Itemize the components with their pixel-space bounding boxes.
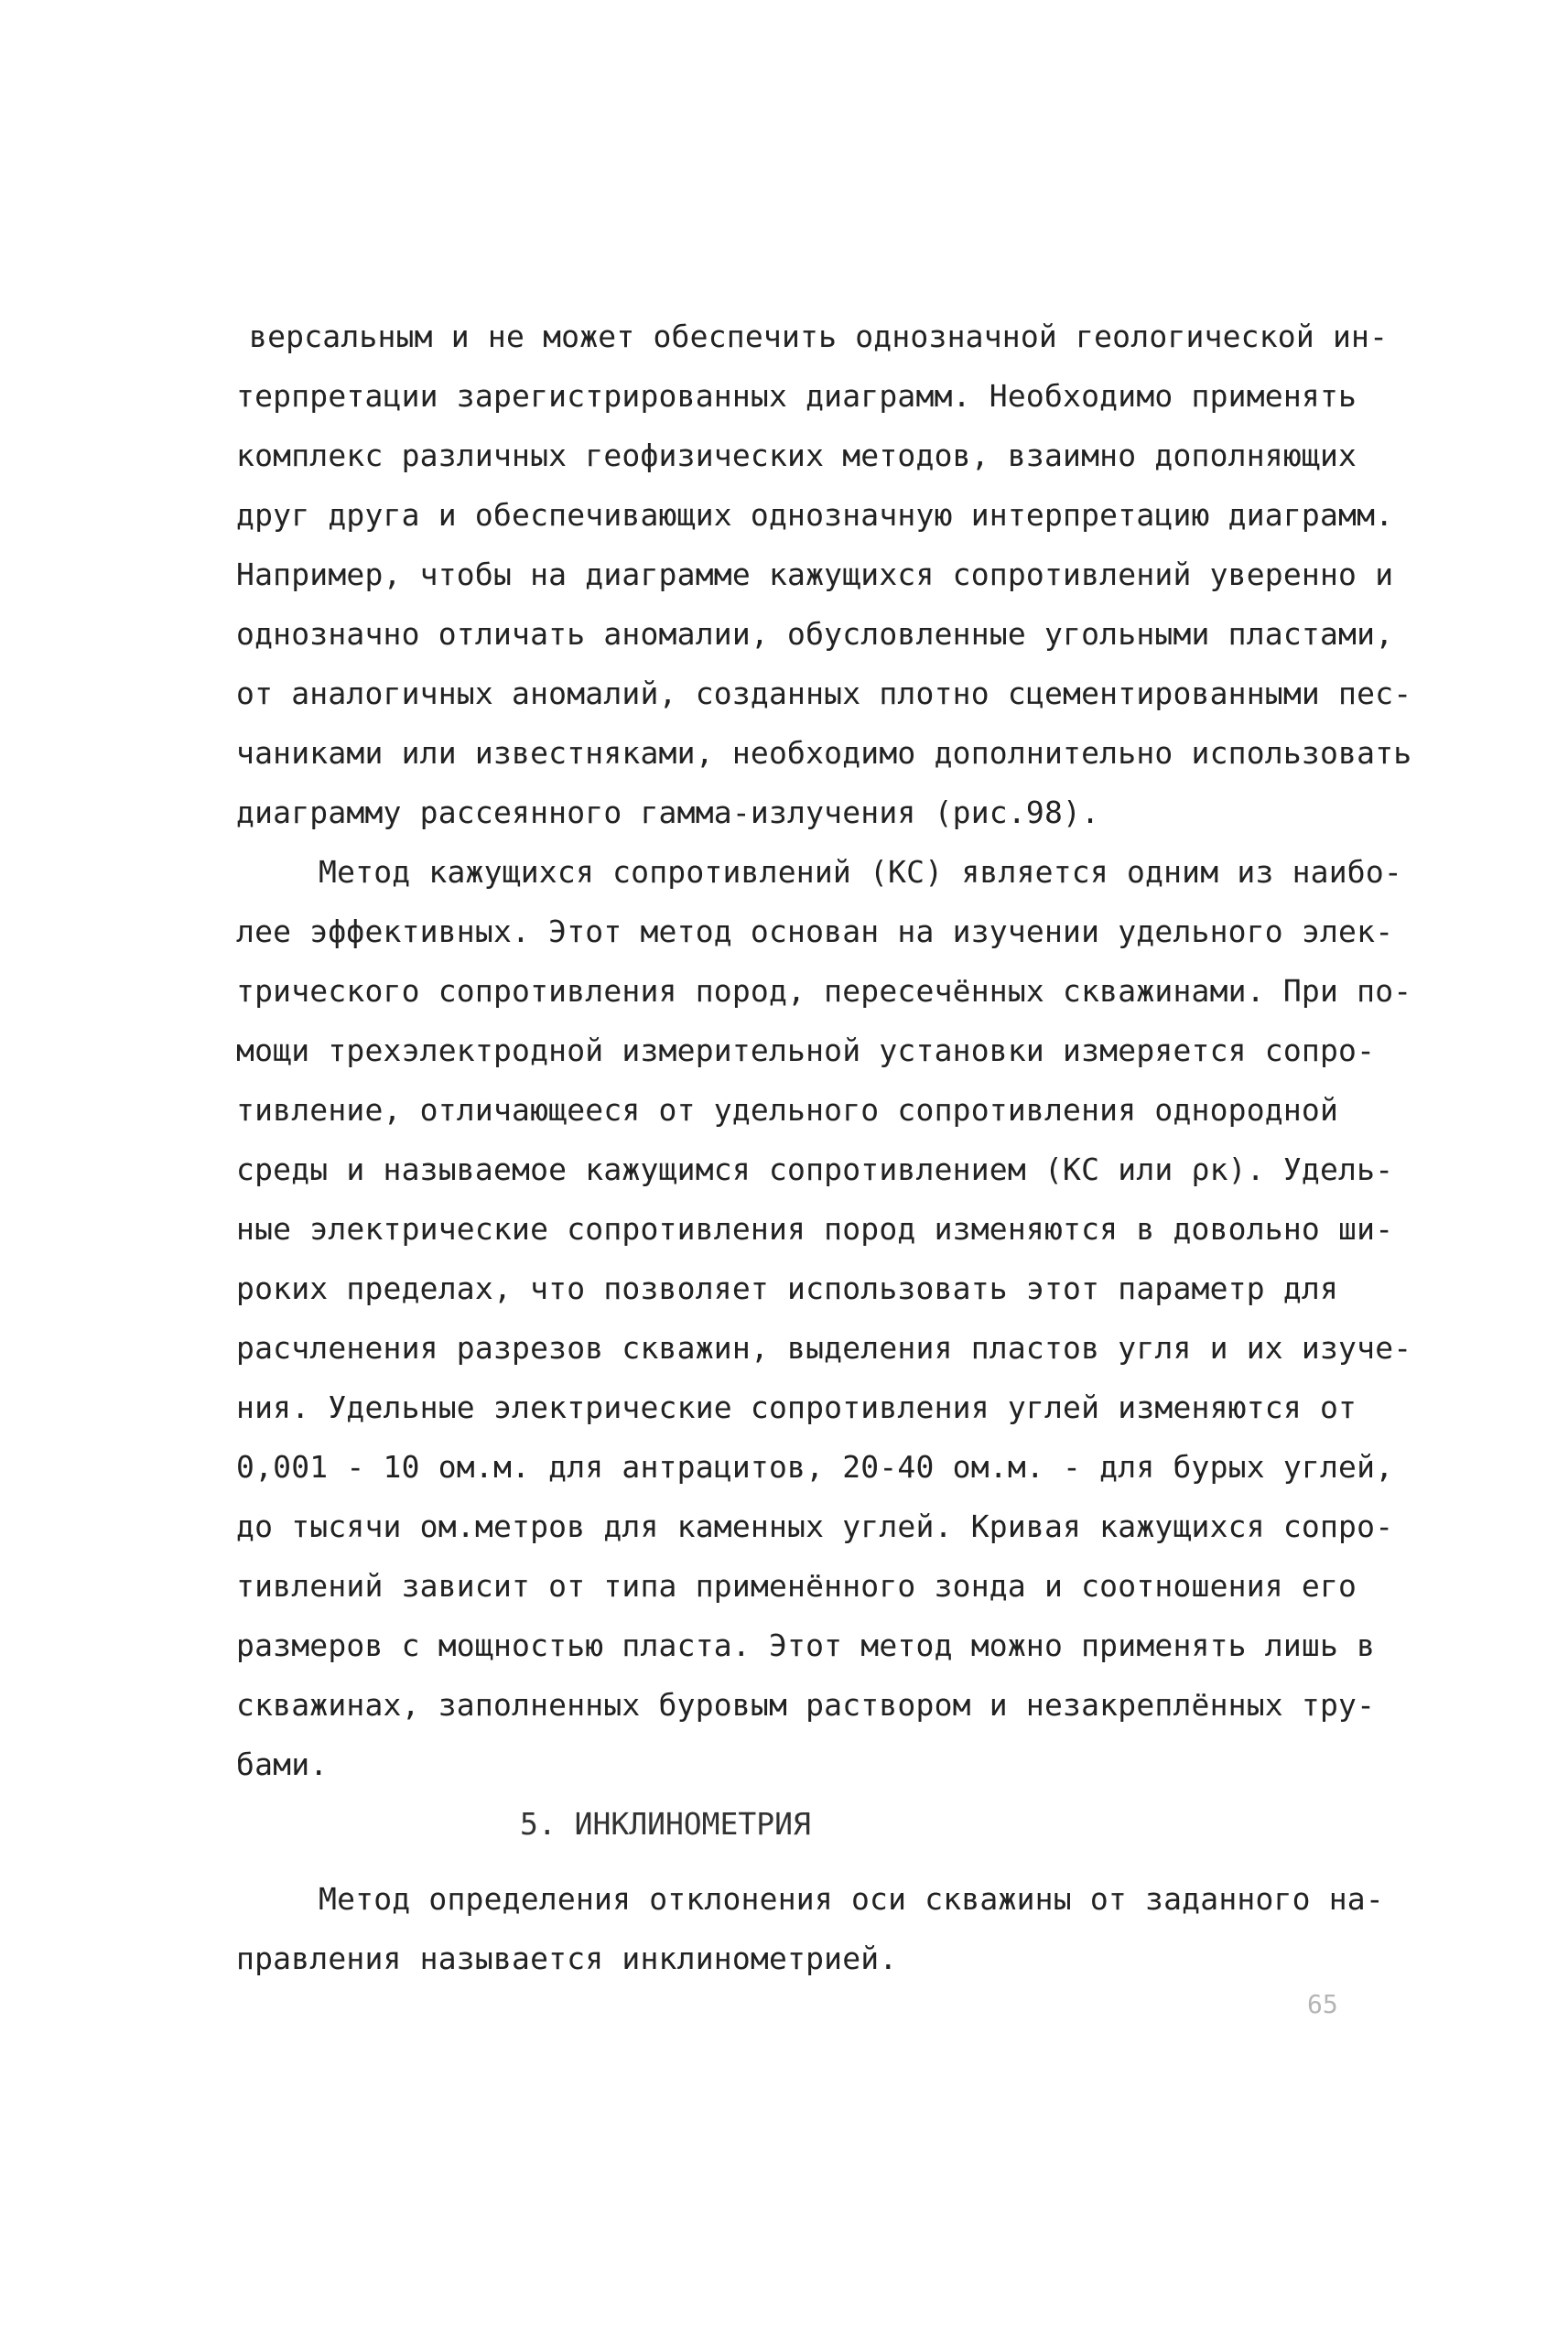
text-line: от аналогичных аномалий, созданных плотно сцементированными пес- bbox=[236, 676, 1412, 711]
text-line: бами. bbox=[236, 1746, 329, 1782]
text-line: лее эффективных. Этот метод основан на изучении удельного элек- bbox=[236, 914, 1394, 949]
text-line: трического сопротивления пород, пересечённых скважинами. При по- bbox=[236, 973, 1412, 1009]
text-line: мощи трехэлектродной измерительной установки измеряется сопро- bbox=[236, 1033, 1376, 1068]
text-line: чаниками или известняками, необходимо дополнительно использовать bbox=[236, 735, 1412, 771]
text-line: тивление, отличающееся от удельного сопротивления однородной bbox=[236, 1092, 1339, 1128]
text-line: скважинах, заполненных буровым раствором и незакреплённых тру- bbox=[236, 1687, 1376, 1723]
text-line: версальным и не может обеспечить однозначной геологической ин- bbox=[249, 319, 1389, 354]
text-line: терпретации зарегистрированных диаграмм. Необходимо применять bbox=[236, 378, 1357, 414]
text-line: Метод кажущихся сопротивлений (КС) является одним из наибо- bbox=[319, 854, 1402, 890]
text-line: друг друга и обеспечивающих однозначную интерпретацию диаграмм. bbox=[236, 497, 1394, 533]
text-line: до тысячи ом.метров для каменных углей. Кривая кажущихся сопро- bbox=[236, 1509, 1394, 1544]
section-heading: 5. ИНКЛИНОМЕТРИЯ bbox=[520, 1806, 811, 1842]
text-line: расчленения разрезов скважин, выделения пластов угля и их изуче- bbox=[236, 1330, 1412, 1366]
text-line: Метод определения отклонения оси скважины от заданного на- bbox=[319, 1881, 1384, 1917]
text-line: однозначно отличать аномалии, обусловленные угольными пластами, bbox=[236, 616, 1394, 652]
text-line: ния. Удельные электрические сопротивления углей изменяются от bbox=[236, 1390, 1357, 1425]
text-line: Например, чтобы на диаграмме кажущихся сопротивлений уверенно и bbox=[236, 557, 1394, 592]
text-line: ные электрические сопротивления пород изменяются в довольно ши- bbox=[236, 1211, 1394, 1247]
text-line: размеров с мощностью пласта. Этот метод можно применять лишь в bbox=[236, 1628, 1376, 1663]
page-number: 65 bbox=[1307, 1989, 1338, 2019]
text-line: среды и называемое кажущимся сопротивлением (КС или ρк). Удель- bbox=[236, 1152, 1394, 1187]
text-line: диаграмму рассеянного гамма-излучения (рис.98). bbox=[236, 795, 1100, 830]
text-line: правления называется инклинометрией. bbox=[236, 1941, 898, 1976]
text-line: 0,001 - 10 ом.м. для антрацитов, 20-40 ом.м. - для бурых углей, bbox=[236, 1449, 1394, 1485]
text-line: комплекс различных геофизических методов, взаимно дополняющих bbox=[236, 438, 1357, 473]
text-line: роких пределах, что позволяет использовать этот параметр для bbox=[236, 1271, 1339, 1306]
text-line: тивлений зависит от типа применённого зонда и соотношения его bbox=[236, 1568, 1357, 1604]
